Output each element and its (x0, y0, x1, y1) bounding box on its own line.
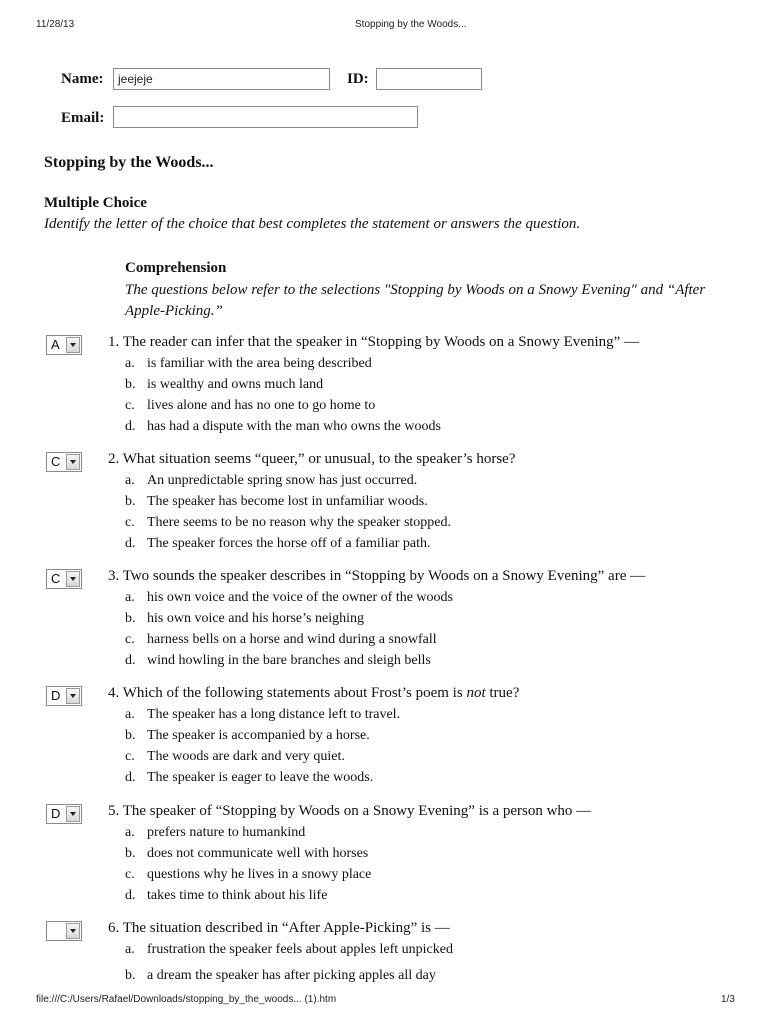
question-stem: The speaker of “Stopping by Woods on a Snowy Evening” is a person who — (122, 803, 592, 819)
option-2c (125, 515, 451, 531)
option-letter: b. (125, 728, 136, 743)
option-text: lives alone and has no one to go home to (147, 398, 376, 413)
option-text: his own voice and his horse’s neighing (147, 611, 364, 626)
chevron-down-icon[interactable] (66, 337, 80, 353)
option-4a (125, 707, 400, 723)
option-text: The speaker has become lost in unfamiliar woods. (147, 494, 428, 509)
option-text: prefers nature to humankind (147, 825, 306, 840)
name-label: Name: (61, 71, 104, 87)
option-text: harness bells on a horse and wind during a snowfall (147, 632, 437, 647)
option-5a (125, 825, 305, 841)
option-1b (125, 377, 323, 393)
section-instructions: Identify the letter of the choice that best completes the statement or answers the question. (44, 216, 581, 232)
answer-select-6[interactable] (46, 921, 82, 941)
option-letter: a. (125, 942, 135, 957)
option-1d (125, 419, 441, 435)
option-4b (125, 728, 370, 744)
option-2a (125, 473, 417, 489)
question-number: 2. (108, 451, 120, 467)
option-6a (125, 942, 453, 958)
answer-select-1[interactable] (46, 335, 82, 355)
option-2d (125, 536, 431, 552)
page-number: 1/3 (721, 994, 735, 1005)
question-text-4 (108, 685, 519, 702)
option-text: The woods are dark and very quiet. (147, 749, 345, 764)
option-1a (125, 356, 372, 372)
group-heading: Comprehension (125, 260, 227, 276)
option-text: The speaker has a long distance left to travel. (147, 707, 401, 722)
option-letter: d. (125, 653, 136, 668)
answer-value-1: A (51, 337, 60, 352)
option-text: There seems to be no reason why the speaker stopped. (147, 515, 452, 530)
option-5d (125, 888, 327, 904)
option-4c (125, 749, 345, 765)
email-label: Email: (61, 110, 105, 126)
option-text: frustration the speaker feels about apples left unpicked (147, 942, 453, 957)
answer-select-4[interactable] (46, 686, 82, 706)
option-letter: b. (125, 968, 136, 983)
id-field[interactable] (376, 68, 482, 90)
answer-select-5[interactable] (46, 804, 82, 824)
option-text: has had a dispute with the man who owns the woods (147, 419, 441, 434)
option-text: The speaker forces the horse off of a familiar path. (147, 536, 431, 551)
answer-value-3: C (51, 571, 61, 586)
option-text: his own voice and the voice of the owner of the woods (147, 590, 453, 605)
question-stem-start: Which of the following statements about Frost’s poem is (122, 685, 467, 701)
question-number: 3. (108, 568, 120, 584)
question-text-1 (108, 334, 639, 351)
question-stem: The reader can infer that the speaker in “Stopping by Woods on a Snowy Evening” — (122, 334, 640, 350)
option-3b (125, 611, 364, 627)
option-4d (125, 770, 373, 786)
name-field[interactable]: jeejeje (113, 68, 330, 90)
email-field[interactable] (113, 106, 418, 128)
option-text: a dream the speaker has after picking apples all day (147, 968, 436, 983)
option-text: takes time to think about his life (147, 888, 328, 903)
test-title: Stopping by the Woods... (44, 154, 214, 171)
option-letter: c. (125, 749, 135, 764)
option-text: does not communicate well with horses (147, 846, 369, 861)
group-description: The questions below refer to the selections "Stopping by Woods on a Snowy Evening" and “After Apple-Picking.” (125, 282, 706, 319)
question-text-3 (108, 568, 645, 585)
question-stem: Two sounds the speaker describes in “Stopping by Woods on a Snowy Evening” are — (122, 568, 646, 584)
answer-select-3[interactable] (46, 569, 82, 589)
answer-value-5: D (51, 806, 61, 821)
answer-value-4: D (51, 688, 61, 703)
option-letter: c. (125, 515, 135, 530)
option-letter: a. (125, 473, 135, 488)
option-letter: a. (125, 356, 135, 371)
option-letter: a. (125, 590, 135, 605)
option-3d (125, 653, 431, 669)
answer-select-2[interactable] (46, 452, 82, 472)
option-letter: d. (125, 419, 136, 434)
option-letter: b. (125, 611, 136, 626)
chevron-down-icon[interactable] (66, 454, 80, 470)
question-stem: The situation described in “After Apple-Picking” is — (122, 920, 450, 936)
option-6b (125, 968, 436, 984)
option-letter: c. (125, 398, 135, 413)
chevron-down-icon[interactable] (66, 923, 80, 939)
option-letter: d. (125, 536, 136, 551)
option-letter: b. (125, 377, 136, 392)
section-heading: Multiple Choice (44, 195, 147, 211)
question-text-5 (108, 803, 591, 820)
print-title: Stopping by the Woods... (355, 19, 467, 30)
chevron-down-icon[interactable] (66, 688, 80, 704)
option-3a (125, 590, 453, 606)
option-letter: a. (125, 707, 135, 722)
option-5c (125, 867, 371, 883)
question-stem: What situation seems “queer,” or unusual, to the speaker’s horse? (122, 451, 516, 467)
question-text-6 (108, 920, 450, 937)
file-path: file:///C:/Users/Rafael/Downloads/stopping_by_the_woods... (1).htm (36, 994, 337, 1005)
chevron-down-icon[interactable] (66, 571, 80, 587)
question-number: 5. (108, 803, 120, 819)
option-text: is familiar with the area being described (147, 356, 372, 371)
option-letter: b. (125, 846, 136, 861)
option-text: wind howling in the bare branches and sleigh bells (147, 653, 431, 668)
question-stem-end: true? (485, 685, 520, 701)
option-2b (125, 494, 428, 510)
option-letter: c. (125, 867, 135, 882)
option-letter: a. (125, 825, 135, 840)
question-number: 4. (108, 685, 120, 701)
option-1c (125, 398, 375, 414)
question-number: 6. (108, 920, 120, 936)
option-text: The speaker is eager to leave the woods. (147, 770, 374, 785)
option-letter: c. (125, 632, 135, 647)
option-3c (125, 632, 437, 648)
id-label: ID: (347, 71, 369, 87)
print-date: 11/28/13 (36, 19, 75, 30)
option-text: An unpredictable spring snow has just occurred. (147, 473, 418, 488)
question-stem-emphasis: not (466, 685, 486, 701)
option-letter: b. (125, 494, 136, 509)
chevron-down-icon[interactable] (66, 806, 80, 822)
option-5b (125, 846, 368, 862)
option-letter: d. (125, 888, 136, 903)
option-text: The speaker is accompanied by a horse. (147, 728, 370, 743)
option-letter: d. (125, 770, 136, 785)
option-text: questions why he lives in a snowy place (147, 867, 372, 882)
question-number: 1. (108, 334, 120, 350)
option-text: is wealthy and owns much land (147, 377, 324, 392)
question-text-2 (108, 451, 515, 468)
answer-value-2: C (51, 454, 61, 469)
